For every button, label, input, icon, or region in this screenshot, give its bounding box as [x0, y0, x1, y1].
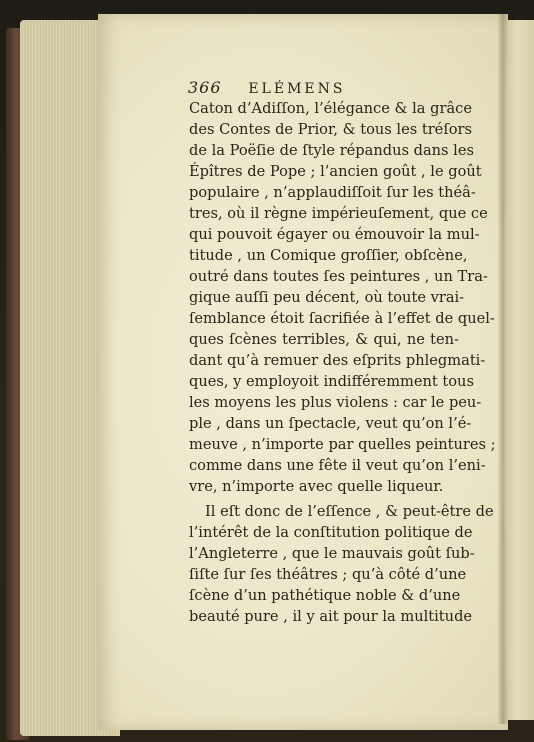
text-line: gique auſſi peu décent, où toute vrai-	[189, 289, 465, 306]
text-line: qui pouvoit égayer ou émouvoir la mul-	[189, 226, 480, 243]
text-line: comme dans une fête il veut qu’on l’eni-	[189, 457, 486, 474]
facing-page-edge	[504, 20, 534, 720]
text-line: ple , dans un ſpectacle, veut qu’on l’é-	[189, 415, 472, 432]
text-line: des Contes de Prior, & tous les tréſors	[189, 121, 472, 138]
text-line: Caton d’Adiſſon, l’élégance & la grâce	[189, 100, 472, 117]
text-line: l’intérêt de la conſtitution politique de	[189, 524, 473, 541]
page-header	[188, 78, 345, 97]
page-gutter	[498, 14, 508, 724]
text-line: ſcène d’un pathétique noble & d’une	[189, 587, 461, 604]
text-line: beauté pure , il y ait pour la multitude	[189, 608, 473, 625]
text-line: ſiſte ſur ſes théâtres ; qu’à côté d’une	[189, 566, 467, 583]
text-line: les moyens les plus violens : car le peu-	[189, 394, 482, 411]
text-line: l’Angleterre , que le mauvais goût ſub-	[189, 545, 475, 562]
text-line: populaire , n’applaudiſſoit ſur les théâ-	[189, 184, 476, 201]
text-line: tres, où il règne impérieuſement, que ce	[189, 205, 488, 222]
text-line: Il eſt donc de l’eſſence , & peut-être de	[205, 503, 494, 520]
text-line: vre, n’importe avec quelle liqueur.	[189, 478, 444, 495]
text-line: ques ſcènes terribles, & qui, ne ten-	[189, 331, 459, 348]
text-line: outré dans toutes ſes peintures , un Tra-	[189, 268, 488, 285]
text-line: de la Poëſie de ſtyle répandus dans les	[189, 142, 474, 159]
text-line: meuve , n’importe par quelles peintures ;	[189, 436, 496, 453]
text-line: titude , un Comique groſſier, obſcène,	[189, 247, 468, 264]
text-line: ques, y employoit indifféremment tous	[189, 373, 474, 390]
text-line: dant qu’à remuer des eſprits phlegmati-	[189, 352, 486, 369]
page-number: 366	[188, 78, 222, 97]
running-title: ELÉMENS	[248, 81, 346, 97]
text-line: ſemblance étoit ſacrifiée à l’effet de quel-	[189, 310, 495, 327]
text-line: Épîtres de Pope ; l’ancien goût , le goût	[189, 163, 482, 180]
